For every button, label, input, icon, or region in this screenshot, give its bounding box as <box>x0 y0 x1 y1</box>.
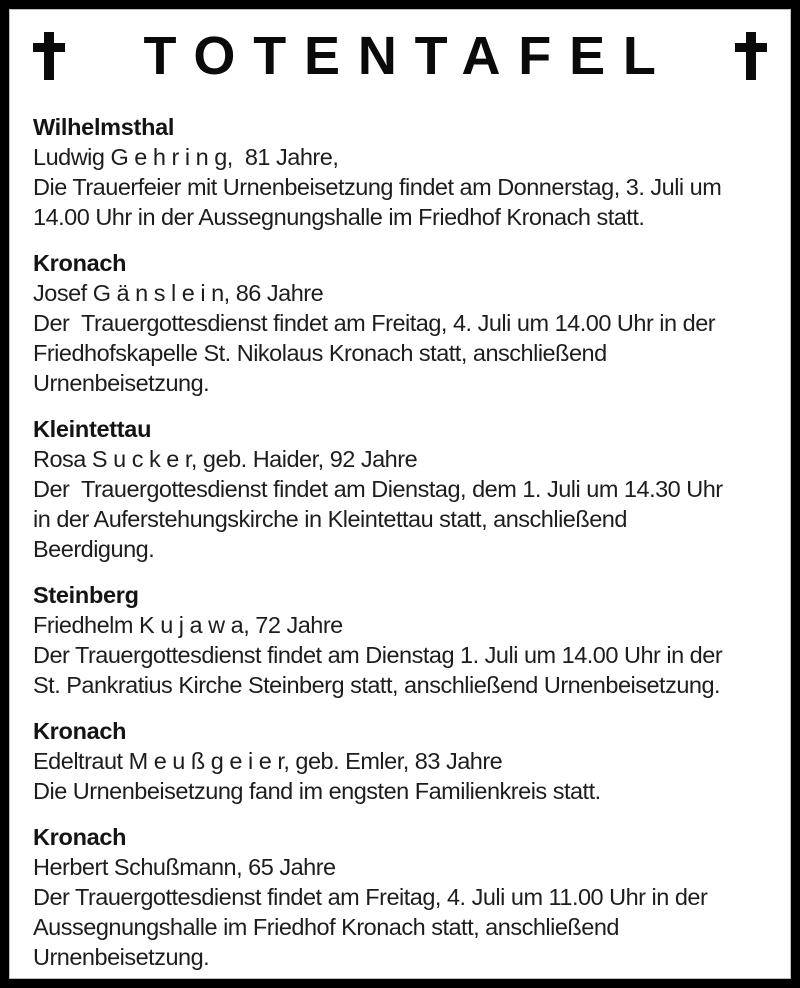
notice-entry <box>33 414 767 564</box>
entry-line: Aussegnungshalle im Friedhof Kronach statt, anschließend <box>33 914 619 940</box>
entry-line: Der Trauergottesdienst findet am Dienstag, dem 1. Juli um 14.30 Uhr <box>33 476 723 502</box>
notice-entry <box>33 248 767 398</box>
entry-place: Kronach <box>33 824 127 850</box>
notice-entry <box>33 716 767 806</box>
entry-line: Rosa S u c k e r, geb. Haider, 92 Jahre <box>33 446 418 472</box>
entry-line: Friedhofskapelle St. Nikolaus Kronach statt, anschließend <box>33 340 607 366</box>
entry-line: Ludwig G e h r i n g, 81 Jahre, <box>33 144 339 170</box>
entry-line: Der Trauergottesdienst findet am Freitag, 4. Juli um 14.00 Uhr in der <box>33 310 716 336</box>
notice-entry <box>33 822 767 972</box>
cross-icon <box>33 32 65 80</box>
entry-line: Urnenbeisetzung. <box>33 944 210 970</box>
entry-place: Steinberg <box>33 582 139 608</box>
entry-line: Die Urnenbeisetzung fand im engsten Familienkreis statt. <box>33 778 601 804</box>
notice-list <box>9 112 791 972</box>
entry-place: Kleintettau <box>33 416 152 442</box>
entry-place: Kronach <box>33 250 127 276</box>
masthead <box>9 9 791 91</box>
entry-line: Beerdigung. <box>33 536 155 562</box>
entry-line: Der Trauergottesdienst findet am Freitag, 4. Juli um 11.00 Uhr in der <box>33 884 708 910</box>
notice-entry <box>33 580 767 700</box>
entry-line: Herbert Schußmann, 65 Jahre <box>33 854 336 880</box>
entry-place: Kronach <box>33 718 127 744</box>
cross-icon <box>735 32 767 80</box>
entry-line: 14.00 Uhr in der Aussegnungshalle im Friedhof Kronach statt. <box>33 204 645 230</box>
board-title: TOTENTAFEL <box>143 26 674 86</box>
entry-line: St. Pankratius Kirche Steinberg statt, anschließend Urnenbeisetzung. <box>33 672 721 698</box>
entry-line: in der Auferstehungskirche in Kleintettau statt, anschließend <box>33 506 627 532</box>
entry-line: Edeltraut M e u ß g e i e r, geb. Emler, 83 Jahre <box>33 748 503 774</box>
entry-place: Wilhelmsthal <box>33 114 175 140</box>
notice-entry <box>33 112 767 232</box>
entry-line: Josef G ä n s l e i n, 86 Jahre <box>33 280 324 306</box>
entry-line: Der Trauergottesdienst findet am Dienstag 1. Juli um 14.00 Uhr in der <box>33 642 723 668</box>
entry-line: Friedhelm K u j a w a, 72 Jahre <box>33 612 343 638</box>
entry-line: Urnenbeisetzung. <box>33 370 210 396</box>
entry-line: Die Trauerfeier mit Urnenbeisetzung findet am Donnerstag, 3. Juli um <box>33 174 722 200</box>
